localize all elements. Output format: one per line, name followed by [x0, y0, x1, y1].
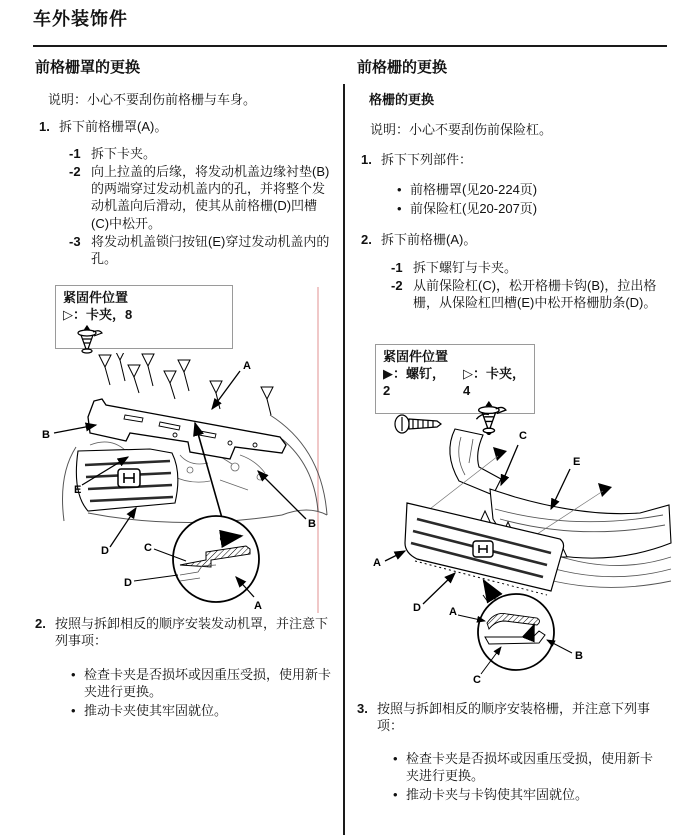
page-title: 车外装饰件	[33, 9, 128, 29]
substep	[391, 277, 665, 311]
figure-label: A	[373, 557, 381, 569]
step-text: 拆下前格栅罩(A)。	[59, 119, 168, 134]
fastener-box-title: 紧固件位置	[383, 349, 449, 364]
substep	[69, 233, 333, 267]
step-number: 1.	[39, 119, 50, 134]
step-text: 拆下前格栅(A)。	[381, 232, 477, 247]
right-section-heading: 前格栅的更换	[357, 59, 448, 76]
figure-label: C	[144, 542, 152, 554]
substep-text: 向上拉盖的后缘，将发动机盖边缘衬垫(B)的两端穿过发动机盖内的孔，并将整个发动机盖向后滑动，使其从前格栅(D)凹槽(C)中松开。	[91, 164, 330, 231]
substep	[69, 163, 333, 232]
figure-label: D	[413, 602, 421, 614]
left-step-1	[39, 118, 331, 135]
step-number: 2.	[361, 232, 372, 247]
right-parts-list	[395, 181, 661, 219]
column-divider	[343, 84, 345, 835]
step-text: 拆下下列部件：	[381, 152, 473, 167]
substep-number: -2	[69, 164, 81, 180]
figure-label: B	[308, 518, 316, 530]
right-step-3	[357, 700, 667, 734]
list-item: • 检查卡夹是否损坏或因重压受损，使用新卡夹进行更换。	[391, 750, 663, 784]
right-step-1	[361, 151, 665, 168]
figure-label: C	[519, 430, 527, 442]
left-fastener-box	[55, 285, 233, 349]
left-step-2	[35, 615, 333, 649]
figure-label: E	[573, 456, 581, 468]
figure-label: D	[101, 545, 109, 557]
figure-label: A	[254, 600, 262, 611]
fastener-legend: ▶：螺钉，2	[383, 366, 445, 399]
left-notes-list	[69, 666, 331, 721]
substep-text: 从前保险杠(C)，松开格栅卡钩(B)，拉出格栅，从保险杠凹槽(E)中松开格栅肋条(D)。	[413, 278, 657, 311]
substep-text: 拆下螺钉与卡夹。	[413, 260, 518, 275]
fastener-legend: ▷：卡夹，8	[63, 307, 133, 323]
front-grille-figure	[355, 423, 675, 701]
figure-label: D	[124, 577, 132, 589]
substep-text: 将发动机盖锁闩按钮(E)穿过发动机盖内的孔。	[91, 233, 330, 266]
substep-number: -1	[69, 146, 81, 161]
right-substeps	[361, 259, 665, 312]
fastener-legend: ▷：卡夹，4	[463, 366, 525, 399]
left-note: 说明：小心不要刮伤前格栅与车身。	[48, 92, 257, 107]
figure-label: E	[74, 484, 82, 496]
list-item: • 前格栅罩(见20-224页)	[395, 181, 661, 198]
substep-number: -1	[391, 260, 403, 275]
step-number: 2.	[35, 616, 46, 631]
step-number: 1.	[361, 152, 372, 167]
figure-label: A	[449, 606, 457, 618]
substep-number: -3	[69, 233, 81, 249]
list-item: • 推动卡夹使其牢固就位。	[69, 702, 331, 719]
right-step-2	[361, 231, 665, 248]
fastener-box-title: 紧固件位置	[63, 290, 129, 305]
substep	[391, 259, 665, 276]
list-item: • 检查卡夹是否损坏或因重压受损，使用新卡夹进行更换。	[69, 666, 331, 700]
title-rule	[33, 45, 667, 47]
list-item: • 前保险杠(见20-207页)	[395, 200, 661, 217]
substep-number: -2	[391, 278, 403, 294]
right-fastener-box	[375, 344, 535, 414]
right-notes-list	[391, 750, 663, 805]
step-text: 按照与拆卸相反的顺序安装发动机罩，并注意下列事项：	[55, 616, 329, 649]
figure-label: B	[42, 429, 50, 441]
front-grille-cover-figure	[30, 353, 332, 611]
figure-label: B	[575, 650, 583, 662]
left-substeps	[39, 145, 333, 268]
left-section-heading: 前格栅罩的更换	[35, 59, 141, 76]
step-number: 3.	[357, 701, 368, 716]
figure-label: A	[243, 360, 251, 372]
substep	[69, 145, 333, 162]
step-text: 按照与拆卸相反的顺序安装格栅，并注意下列事项：	[377, 701, 651, 734]
right-note: 说明：小心不要刮伤前保险杠。	[370, 122, 553, 137]
substep-text: 拆下卡夹。	[91, 146, 157, 161]
right-subheading: 格栅的更换	[369, 92, 435, 107]
figure-label: C	[473, 674, 481, 686]
list-item: • 推动卡夹与卡钩使其牢固就位。	[391, 786, 663, 803]
